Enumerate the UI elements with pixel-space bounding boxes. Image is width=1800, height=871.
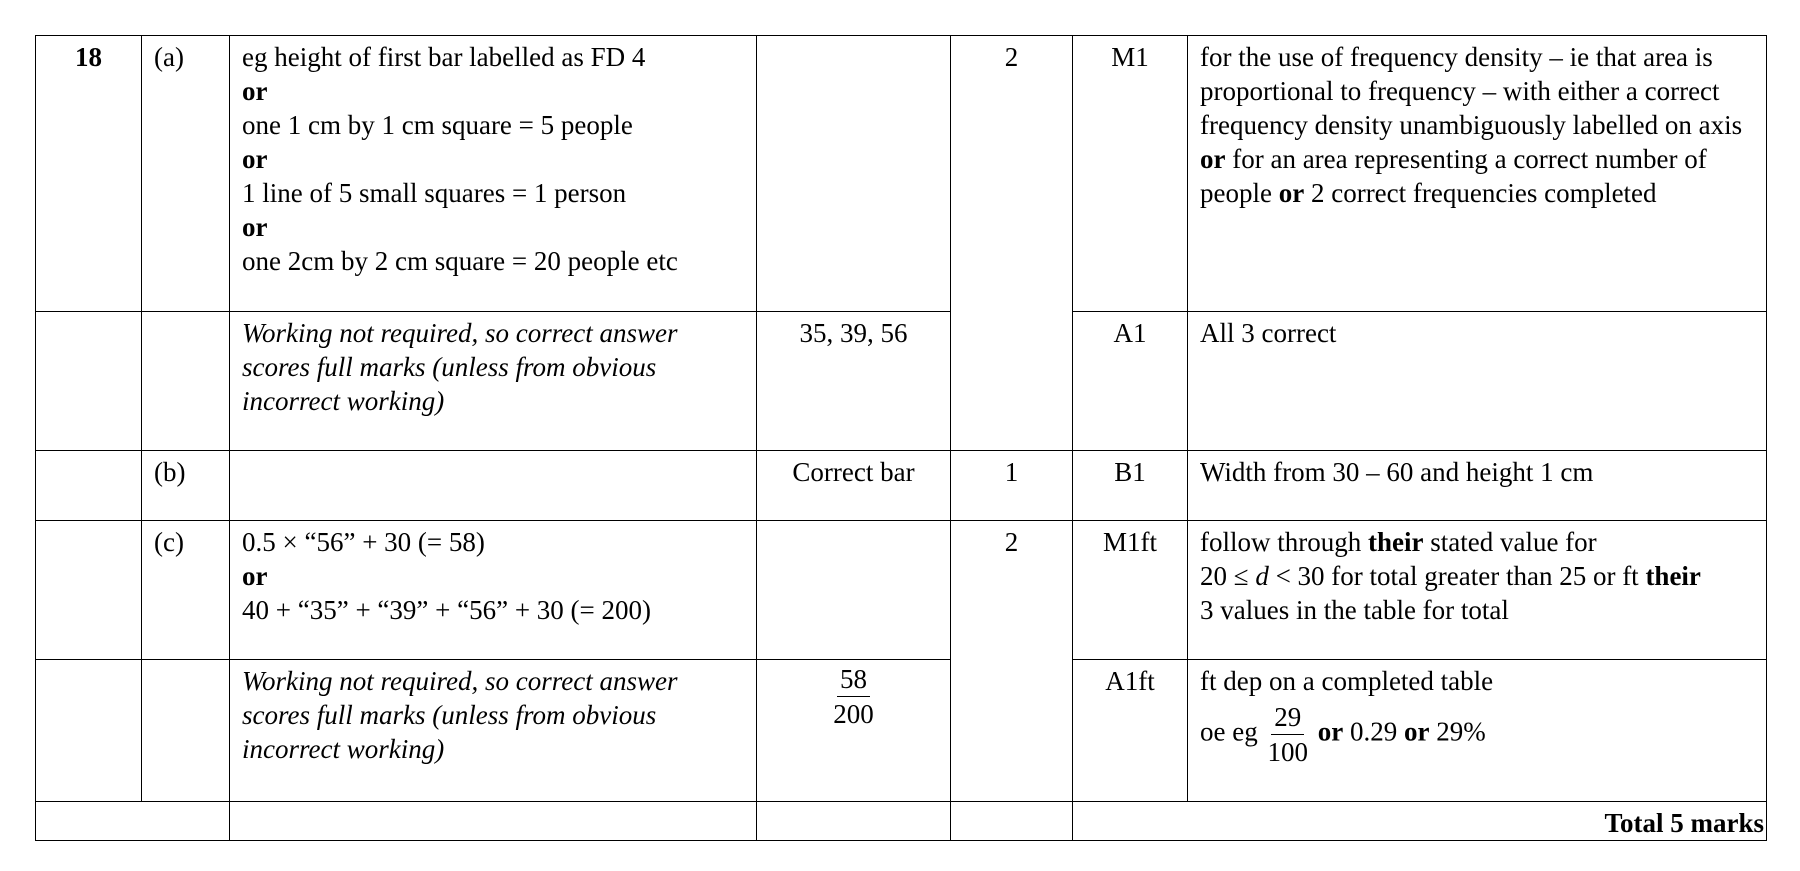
fraction-numerator: 29 xyxy=(1271,702,1304,735)
notes-text: oe eg xyxy=(1200,716,1265,747)
method-line: one 2cm by 2 cm square = 20 people etc xyxy=(242,246,678,276)
mark-code-c-m1: M1ft xyxy=(1073,521,1188,660)
empty-cell xyxy=(951,802,1073,841)
row-c-answer xyxy=(36,660,1767,802)
or-label: or xyxy=(1200,144,1226,174)
notes-c-m1 xyxy=(1188,521,1767,660)
answer-a-empty xyxy=(757,36,951,312)
row-a-answer xyxy=(36,312,1767,451)
method-line: 1 line of 5 small squares = 1 person xyxy=(242,178,627,208)
empty-cell xyxy=(36,312,142,451)
empty-cell xyxy=(36,451,142,521)
empty-cell xyxy=(36,802,230,841)
answer-b: Correct bar xyxy=(757,451,951,521)
row-b xyxy=(36,451,1767,521)
row-a-method xyxy=(36,36,1767,312)
notes-text: for the use of frequency density – ie that area is proportional to frequency – with either a correct frequency density unambiguously labelled on axis xyxy=(1200,42,1743,140)
mark-scheme-table xyxy=(35,35,1767,841)
or-label: or xyxy=(1403,716,1430,747)
question-number: 18 xyxy=(36,36,142,312)
working-note-a: Working not required, so correct answer scores full marks (unless from obvious incorrect working) xyxy=(230,312,757,451)
notes-c-a1 xyxy=(1188,660,1767,802)
part-label-b: (b) xyxy=(142,451,230,521)
their-label: their xyxy=(1368,527,1424,557)
fraction-numerator: 58 xyxy=(837,664,870,697)
or-label: or xyxy=(242,144,268,174)
notes-text: 3 values in the table for total xyxy=(1200,595,1509,625)
working-note-c: Working not required, so correct answer scores full marks (unless from obvious incorrect working) xyxy=(230,660,757,802)
method-line: 0.5 × “56” + 30 (= 58) xyxy=(242,527,485,557)
mark-code-a-m1: M1 xyxy=(1073,36,1188,312)
marks-a: 2 xyxy=(951,36,1073,451)
method-line: one 1 cm by 1 cm square = 5 people xyxy=(242,110,633,140)
mark-code-a-a1: A1 xyxy=(1073,312,1188,451)
mark-code-c-a1: A1ft xyxy=(1073,660,1188,802)
notes-text: 2 correct frequencies completed xyxy=(1304,178,1657,208)
notes-text: 20 ≤ xyxy=(1200,561,1256,591)
or-label: or xyxy=(242,76,268,106)
working-b-empty xyxy=(230,451,757,521)
empty-cell xyxy=(230,802,757,841)
notes-text: ft dep on a completed table xyxy=(1200,666,1494,696)
notes-fraction xyxy=(1264,702,1311,767)
row-total xyxy=(36,802,1767,841)
answer-fraction xyxy=(830,664,877,729)
marks-c: 2 xyxy=(951,521,1073,802)
answer-c-empty xyxy=(757,521,951,660)
answer-c xyxy=(757,660,951,802)
notes-text: stated value for xyxy=(1423,527,1597,557)
or-label: or xyxy=(1317,716,1344,747)
fraction-denominator: 100 xyxy=(1267,737,1308,767)
or-label: or xyxy=(1278,178,1305,208)
or-label: or xyxy=(242,561,268,591)
row-c-method xyxy=(36,521,1767,660)
fraction-denominator: 200 xyxy=(833,699,874,729)
working-c-method xyxy=(230,521,757,660)
notes-a-a1: All 3 correct xyxy=(1188,312,1767,451)
answer-a: 35, 39, 56 xyxy=(757,312,951,451)
empty-cell xyxy=(36,660,142,802)
notes-text: < 30 for total greater than 25 or ft xyxy=(1268,561,1646,591)
variable-d: d xyxy=(1255,561,1269,591)
notes-text: 29% xyxy=(1429,716,1486,747)
method-line: eg height of first bar labelled as FD 4 xyxy=(242,42,646,72)
notes-text: follow through xyxy=(1200,527,1368,557)
notes-text: 0.29 xyxy=(1343,716,1404,747)
total-marks: Total 5 marks xyxy=(1073,802,1767,841)
notes-b: Width from 30 – 60 and height 1 cm xyxy=(1188,451,1767,521)
their-label: their xyxy=(1645,561,1701,591)
mark-code-b: B1 xyxy=(1073,451,1188,521)
method-line: 40 + “35” + “39” + “56” + 30 (= 200) xyxy=(242,595,652,625)
part-label-c: (c) xyxy=(142,521,230,660)
part-label-a: (a) xyxy=(142,36,230,312)
notes-text: for an area representing a correct number of people xyxy=(1200,144,1707,208)
empty-cell xyxy=(36,521,142,660)
notes-a-m1 xyxy=(1188,36,1767,312)
or-label: or xyxy=(242,212,268,242)
marks-b: 1 xyxy=(951,451,1073,521)
empty-cell xyxy=(142,660,230,802)
working-a-method xyxy=(230,36,757,312)
empty-cell xyxy=(757,802,951,841)
empty-cell xyxy=(142,312,230,451)
